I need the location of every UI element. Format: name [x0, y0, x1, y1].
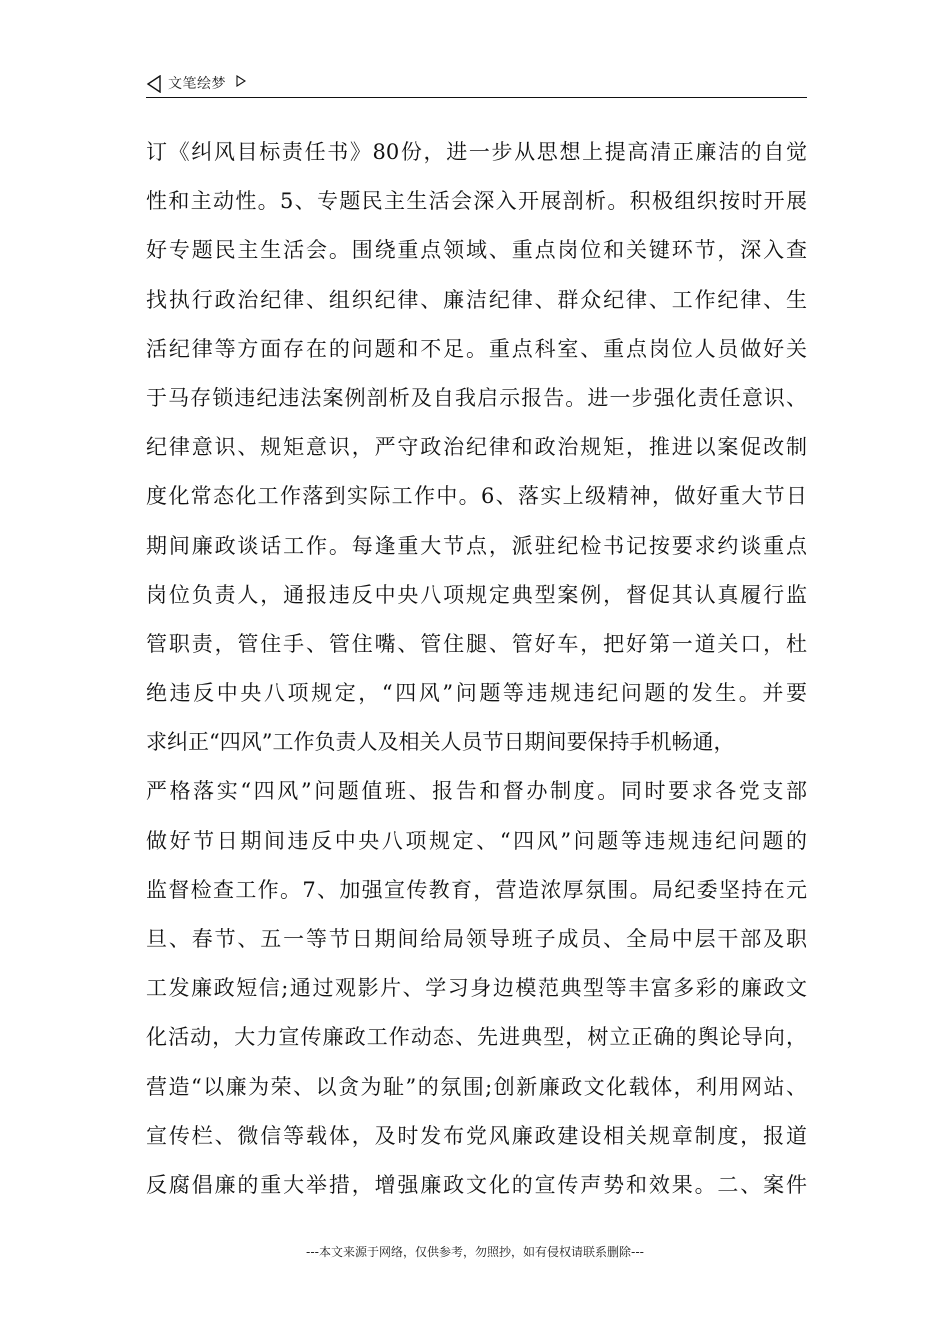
body-line: 绝违反中央八项规定，“四风”问题等违规违纪问题的发生。并要	[146, 681, 807, 706]
right-triangle-icon	[236, 75, 246, 87]
body-line: 做好节日期间违反中央八项规定、“四风”问题等违规违纪问题的	[146, 828, 807, 853]
body-line: 活纪律等方面存在的问题和不足。重点科室、重点岗位人员做好关	[146, 336, 807, 361]
body-line: 工发廉政短信;通过观影片、学习身边模范典型等丰富多彩的廉政文	[146, 976, 807, 1001]
header-divider	[146, 97, 807, 98]
body-line: 旦、春节、五一等节日期间给局领导班子成员、全局中层干部及职	[146, 927, 807, 951]
body-line: 管职责，管住手、管住嘴、管住腿、管好车，把好第一道关口，杜	[146, 631, 807, 656]
page-footer-disclaimer: ---本文来源于网络，仅供参考，勿照抄，如有侵权请联系删除---	[306, 1245, 644, 1259]
body-line: 性和主动性。5、专题民主生活会深入开展剖析。积极组织按时开展	[146, 189, 807, 214]
body-line: 宣传栏、微信等载体，及时发布党风廉政建设相关规章制度，报道	[146, 1123, 807, 1148]
body-line: 营造“以廉为荣、以贪为耻”的氛围;创新廉政文化载体，利用网站、	[146, 1074, 807, 1099]
body-line: 求纠正“四风”工作负责人及相关人员节日期间要保持手机畅通，	[146, 730, 735, 755]
body-line: 严格落实“四风”问题值班、报告和督办制度。同时要求各党支部	[146, 779, 807, 804]
body-line: 化活动，大力宣传廉政工作动态、先进典型，树立正确的舆论导向，	[146, 1025, 807, 1050]
left-triangle-icon	[146, 75, 162, 93]
header-title: 文笔绘梦	[168, 76, 226, 92]
body-line: 于马存锁违纪违法案例剖析及自我启示报告。进一步强化责任意识、	[146, 385, 807, 410]
body-line: 好专题民主生活会。围绕重点领域、重点岗位和关键环节，深入查	[146, 238, 807, 263]
body-line: 纪律意识、规矩意识，严守政治纪律和政治规矩，推进以案促改制	[146, 435, 807, 460]
body-line: 度化常态化工作落到实际工作中。6、落实上级精神，做好重大节日	[146, 484, 807, 509]
document-body	[146, 128, 807, 1210]
body-line: 订《纠风目标责任书》80份，进一步从思想上提高清正廉洁的自觉	[146, 140, 807, 164]
body-line: 监督检查工作。7、加强宣传教育，营造浓厚氛围。局纪委坚持在元	[146, 877, 807, 902]
body-line: 找执行政治纪律、组织纪律、廉洁纪律、群众纪律、工作纪律、生	[146, 287, 807, 312]
body-line: 反腐倡廉的重大举措，增强廉政文化的宣传声势和效果。二、案件	[146, 1172, 807, 1197]
page-header	[146, 72, 807, 98]
body-line: 期间廉政谈话工作。每逢重大节点，派驻纪检书记按要求约谈重点	[146, 533, 807, 558]
body-line: 岗位负责人，通报违反中央八项规定典型案例，督促其认真履行监	[146, 582, 807, 607]
